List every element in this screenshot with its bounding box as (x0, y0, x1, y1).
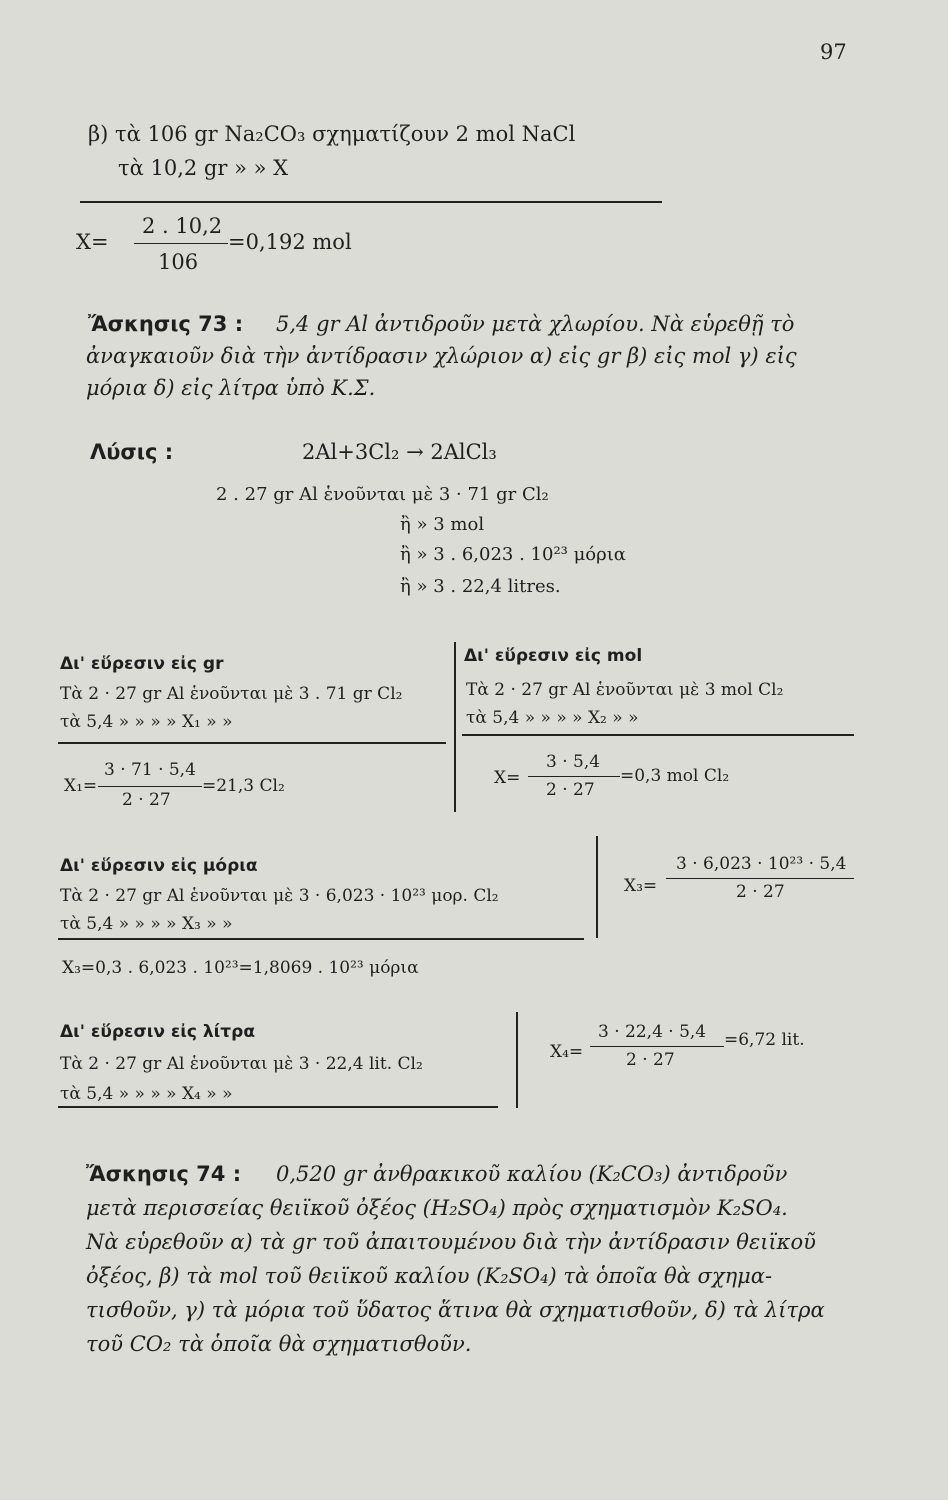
exercise-74-line-5: τισθοῦν, γ) τὰ μόρια τοῦ ὕδατος ἅτινα θὰ σχηματισθοῦν, δ) τὰ λίτρα (86, 1298, 825, 1322)
part-b-rule (80, 201, 662, 203)
equivalence-line-2: ἢ » 3 mol (400, 514, 485, 535)
molecules-block-numerator: 3 · 6,023 · 10²³ · 5,4 (676, 854, 847, 874)
gr-block-rule (58, 742, 446, 744)
mol-block-denominator: 2 · 27 (546, 780, 595, 800)
gr-block-fraction-bar (98, 786, 202, 787)
molecules-block-line-2: τὰ 5,4 » » » » X₃ » » (60, 914, 233, 934)
gr-block-result: =21,3 Cl₂ (202, 776, 285, 796)
exercise-73-line-2: ἀναγκαιοῦν διὰ τὴν ἀντίδρασιν χλώριον α) εἰς gr β) εἰς mol γ) εἰς (86, 344, 797, 368)
gr-block-denominator: 2 · 27 (122, 790, 171, 810)
mol-block-x-label: X= (494, 768, 521, 788)
part-b-x-label: X= (76, 230, 109, 254)
reaction-equation: 2Al+3Cl₂ → 2AlCl₃ (302, 440, 497, 464)
column-divider-1 (454, 642, 456, 812)
mol-block-rule (462, 734, 854, 736)
litres-block-numerator: 3 · 22,4 · 5,4 (598, 1022, 707, 1042)
molecules-block-rule (58, 938, 584, 940)
exercise-74-line-3: Νὰ εὑρεθοῦν α) τὰ gr τοῦ ἀπαιτουμένου διὰ τὴν ἀντίδρασιν θειϊκοῦ (86, 1230, 816, 1254)
part-b-numerator: 2 . 10,2 (142, 214, 223, 238)
gr-block-x-label: X₁= (64, 776, 98, 796)
mol-block-heading: Δι' εὕρεσιν εἰς mol (464, 646, 643, 666)
equivalence-line-1: 2 . 27 gr Al ἑνοῦνται μὲ 3 · 71 gr Cl₂ (216, 484, 549, 505)
gr-block-line-1: Τὰ 2 · 27 gr Al ἑνοῦνται μὲ 3 . 71 gr Cl₂ (60, 684, 403, 704)
exercise-73-line-1: 5,4 gr Al ἀντιδροῦν μετὰ χλωρίου. Νὰ εὑρεθῇ τὸ (276, 312, 795, 336)
equivalence-line-4: ἢ » 3 . 22,4 litres. (400, 576, 561, 597)
equivalence-line-3: ἢ » 3 . 6,023 . 10²³ μόρια (400, 544, 626, 565)
molecules-block-result: X₃=0,3 . 6,023 . 10²³=1,8069 . 10²³ μόρια (62, 958, 419, 978)
exercise-73-line-3: μόρια δ) εἰς λίτρα ὑπὸ Κ.Σ. (86, 376, 376, 400)
mol-block-line-1: Τὰ 2 · 27 gr Al ἑνοῦνται μὲ 3 mol Cl₂ (466, 680, 784, 700)
gr-block-heading: Δι' εὕρεσιν εἰς gr (60, 654, 224, 674)
part-b-line-2: τὰ 10,2 gr » » X (118, 156, 289, 180)
litres-block-denominator: 2 · 27 (626, 1050, 675, 1070)
gr-block-line-2: τὰ 5,4 » » » » X₁ » » (60, 712, 233, 732)
molecules-block-fraction-bar (666, 878, 854, 879)
mol-block-line-2: τὰ 5,4 » » » » X₂ » » (466, 708, 639, 728)
exercise-74-line-4: ὀξέος, β) τὰ mol τοῦ θειϊκοῦ καλίου (K₂SO₄) τὰ ὁποῖα θὰ σχημα- (86, 1264, 773, 1288)
column-divider-2 (596, 836, 598, 938)
molecules-block-x-label: X₃= (624, 876, 658, 896)
mol-block-result: =0,3 mol Cl₂ (620, 766, 730, 786)
litres-block-fraction-bar (590, 1046, 724, 1047)
gr-block-numerator: 3 · 71 · 5,4 (104, 760, 196, 780)
exercise-74-line-2: μετὰ περισσείας θειϊκοῦ ὀξέος (H₂SO₄) πρὸς σχηματισμὸν K₂SO₄. (86, 1196, 788, 1220)
part-b-fraction-bar (134, 243, 228, 244)
exercise-74-title: Ἄσκησις 74 : (86, 1162, 242, 1186)
part-b-result: =0,192 mol (228, 230, 352, 254)
litres-block-line-1: Τὰ 2 · 27 gr Al ἑνοῦνται μὲ 3 · 22,4 lit. Cl₂ (60, 1054, 423, 1074)
litres-block-heading: Δι' εὕρεσιν εἰς λίτρα (60, 1022, 256, 1042)
part-b-line-1: β) τὰ 106 gr Na₂CO₃ σχηματίζουν 2 mol NaCl (88, 122, 576, 146)
mol-block-numerator: 3 · 5,4 (546, 752, 601, 772)
molecules-block-denominator: 2 · 27 (736, 882, 785, 902)
molecules-block-heading: Δι' εὕρεσιν εἰς μόρια (60, 856, 258, 876)
exercise-74-line-6: τοῦ CO₂ τὰ ὁποῖα θὰ σχηματισθοῦν. (86, 1332, 472, 1356)
page-number: 97 (820, 40, 847, 64)
part-b-denominator: 106 (158, 250, 199, 274)
litres-block-rule (58, 1106, 498, 1108)
exercise-74-line-1: 0,520 gr ἀνθρακικοῦ καλίου (K₂CO₃) ἀντιδροῦν (276, 1162, 788, 1186)
litres-block-x-label: X₄= (550, 1042, 584, 1062)
exercise-73-title: Ἄσκησις 73 : (88, 312, 244, 336)
mol-block-fraction-bar (528, 776, 620, 777)
litres-block-result: =6,72 lit. (724, 1030, 805, 1050)
column-divider-3 (516, 1012, 518, 1108)
molecules-block-line-1: Τὰ 2 · 27 gr Al ἑνοῦνται μὲ 3 · 6,023 · 10²³ μορ. Cl₂ (60, 886, 499, 906)
solution-label: Λύσις : (90, 440, 174, 464)
litres-block-line-2: τὰ 5,4 » » » » X₄ » » (60, 1084, 233, 1104)
